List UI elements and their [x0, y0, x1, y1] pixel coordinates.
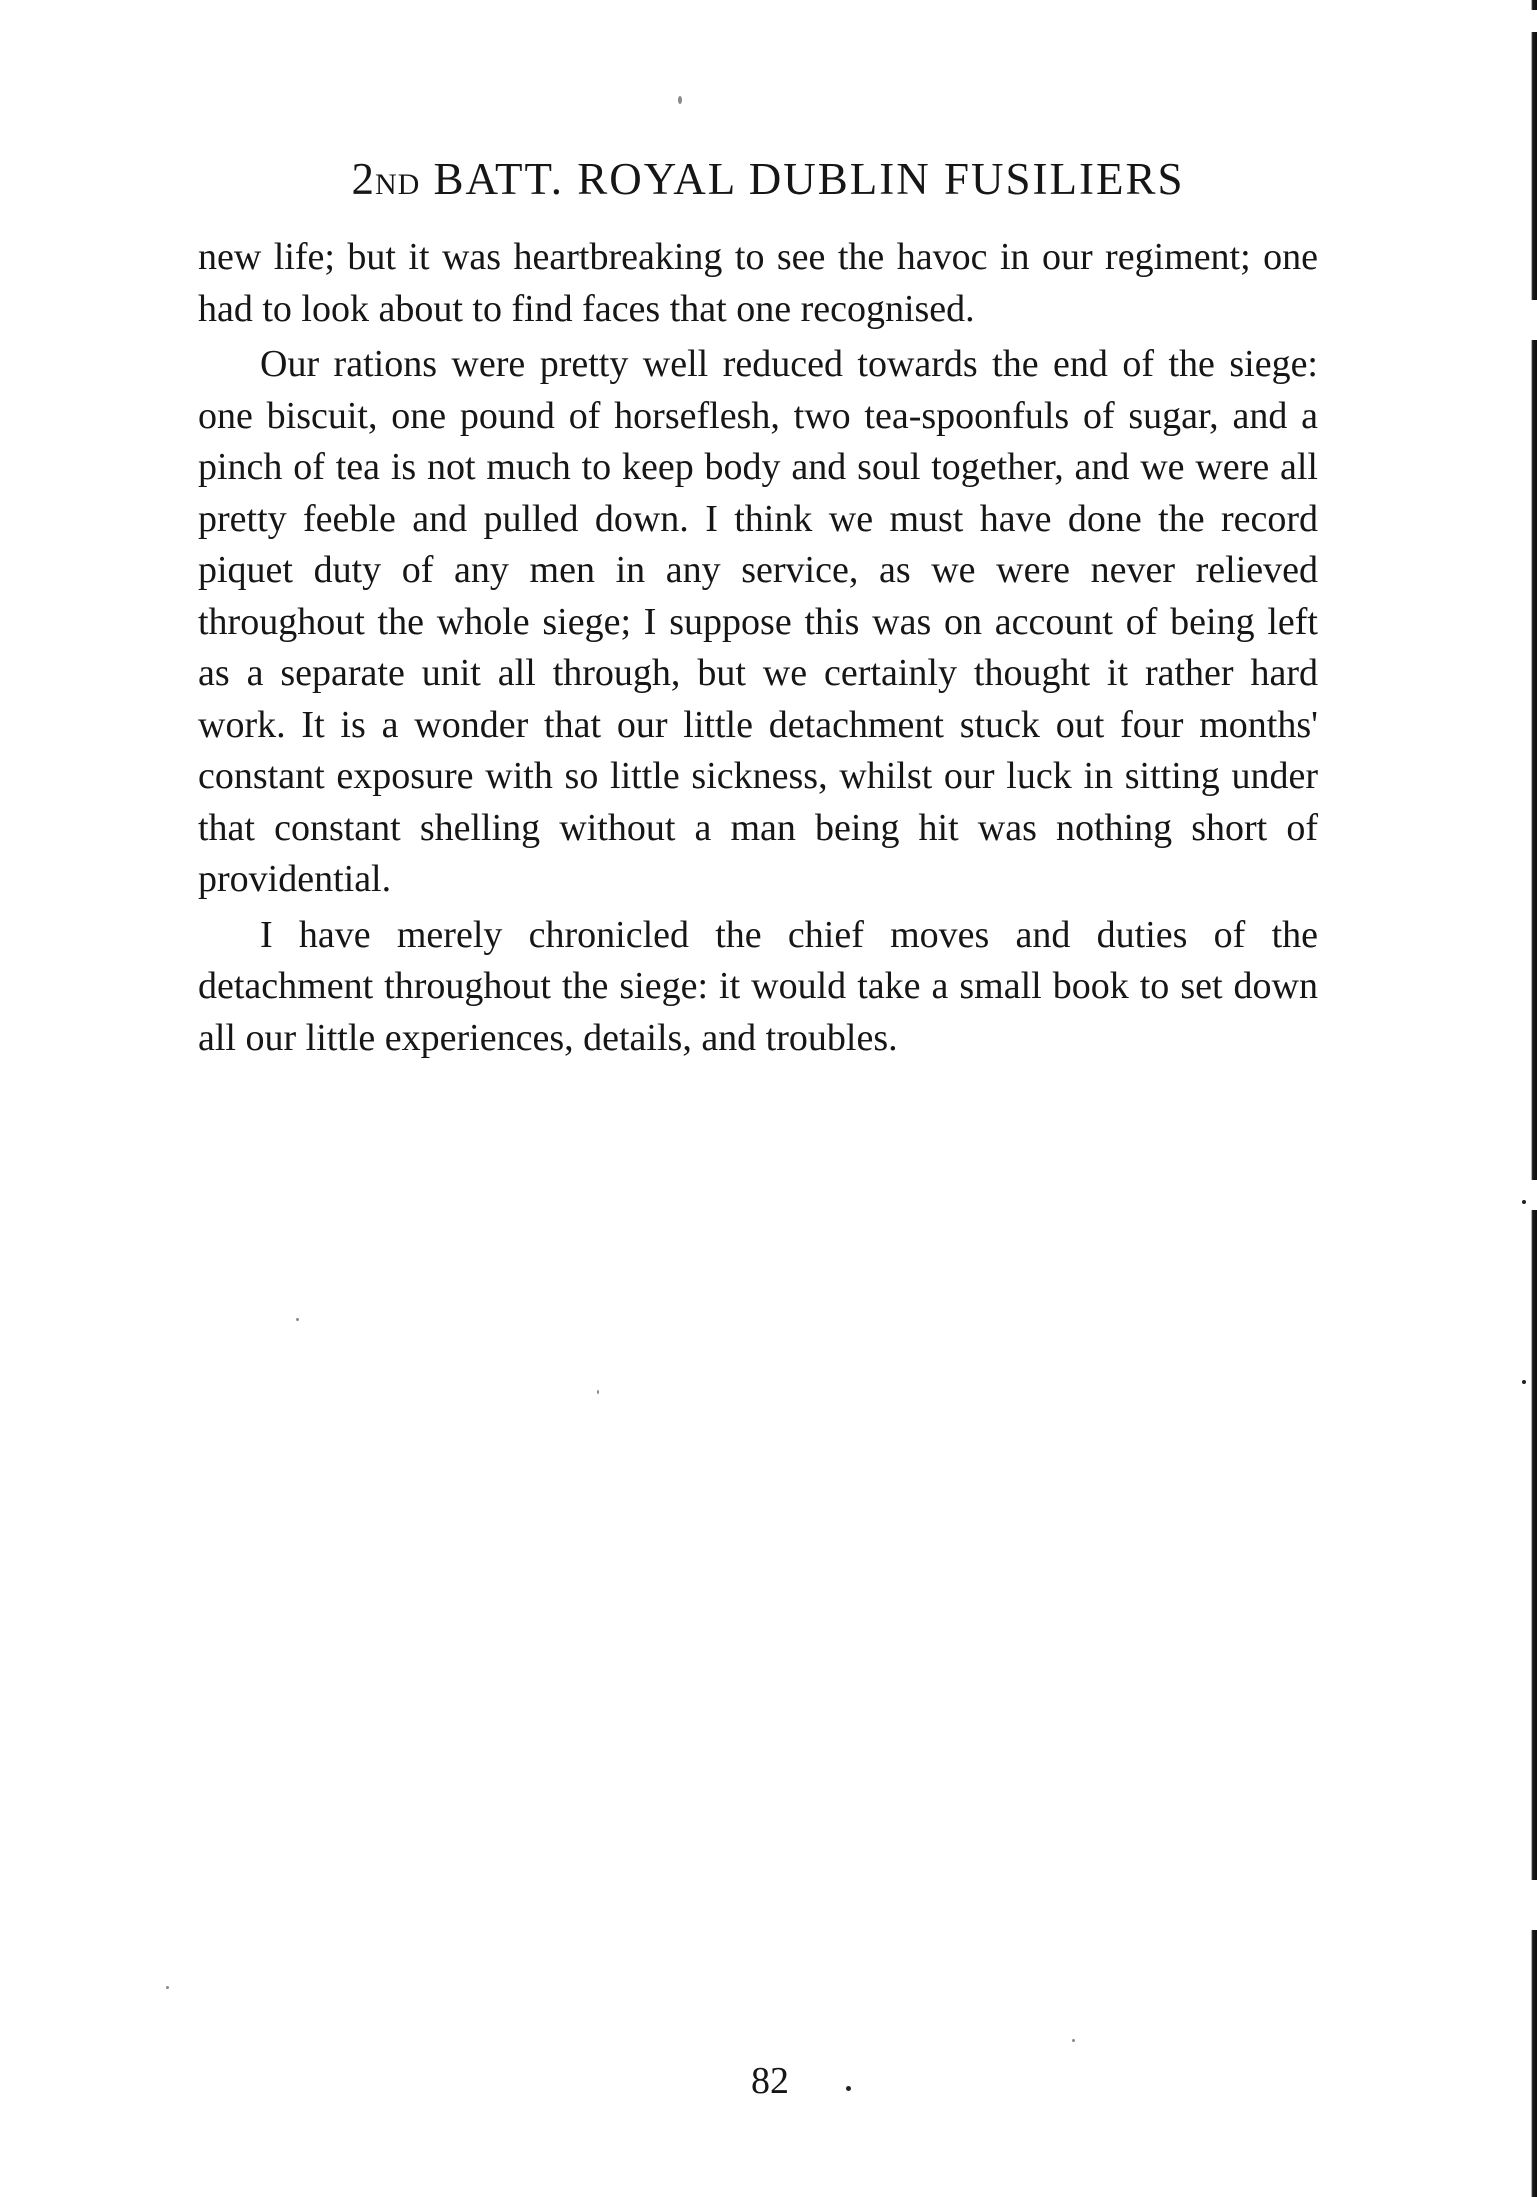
binding-edge-gap [1527, 10, 1537, 32]
binding-edge-gap [1527, 1180, 1537, 1210]
paragraph: Our rations were pretty well reduced towards the end of the siege: one biscuit, one pound of horseflesh, two tea-spoonfuls of sugar, and a pinch of tea is not much to keep body and soul together, and we were all pretty feeble and pulled down. I think we must have done the record piquet duty of any men in any service, as we were never relieved throughout the whole siege; I suppose this was on account of being left as a separate unit all through, but we certainly thought it rather hard work. It is a wonder that our little detachment stuck out four months' constant exposure with so little sickness, whilst our luck in sitting under that constant shelling without a man being hit was nothing short of providential. [198, 343, 1318, 900]
body-text [198, 232, 1318, 1064]
print-speck [597, 1390, 599, 1394]
running-head-ordinal [351, 154, 421, 204]
paragraph: I have merely chronicled the chief moves and duties of the detachment throughout the siege: it would take a small book to set down all our little experiences, details, and troubles. [198, 913, 1318, 1059]
print-speck [296, 1318, 299, 1321]
binding-edge [1527, 0, 1537, 2197]
running-head [198, 152, 1338, 212]
running-head-ordinal-number: 2 [351, 154, 375, 204]
running-head-title: BATT. ROYAL DUBLIN FUSILIERS [433, 154, 1185, 204]
running-head-ordinal-suffix: ND [374, 168, 421, 201]
binding-edge-gap [1527, 300, 1537, 340]
print-speck [1072, 2039, 1075, 2042]
print-speck [678, 96, 682, 104]
binding-edge-gap [1527, 1880, 1537, 1930]
page-number: 82 [751, 2060, 789, 2102]
print-speck [1522, 1200, 1526, 1204]
print-speck [846, 2086, 851, 2091]
print-speck [166, 1986, 169, 1989]
print-speck [1522, 1380, 1526, 1384]
paragraph: new life; but it was heartbreaking to see the havoc in our regiment; one had to look about to find faces that one recognised. [198, 236, 1318, 330]
